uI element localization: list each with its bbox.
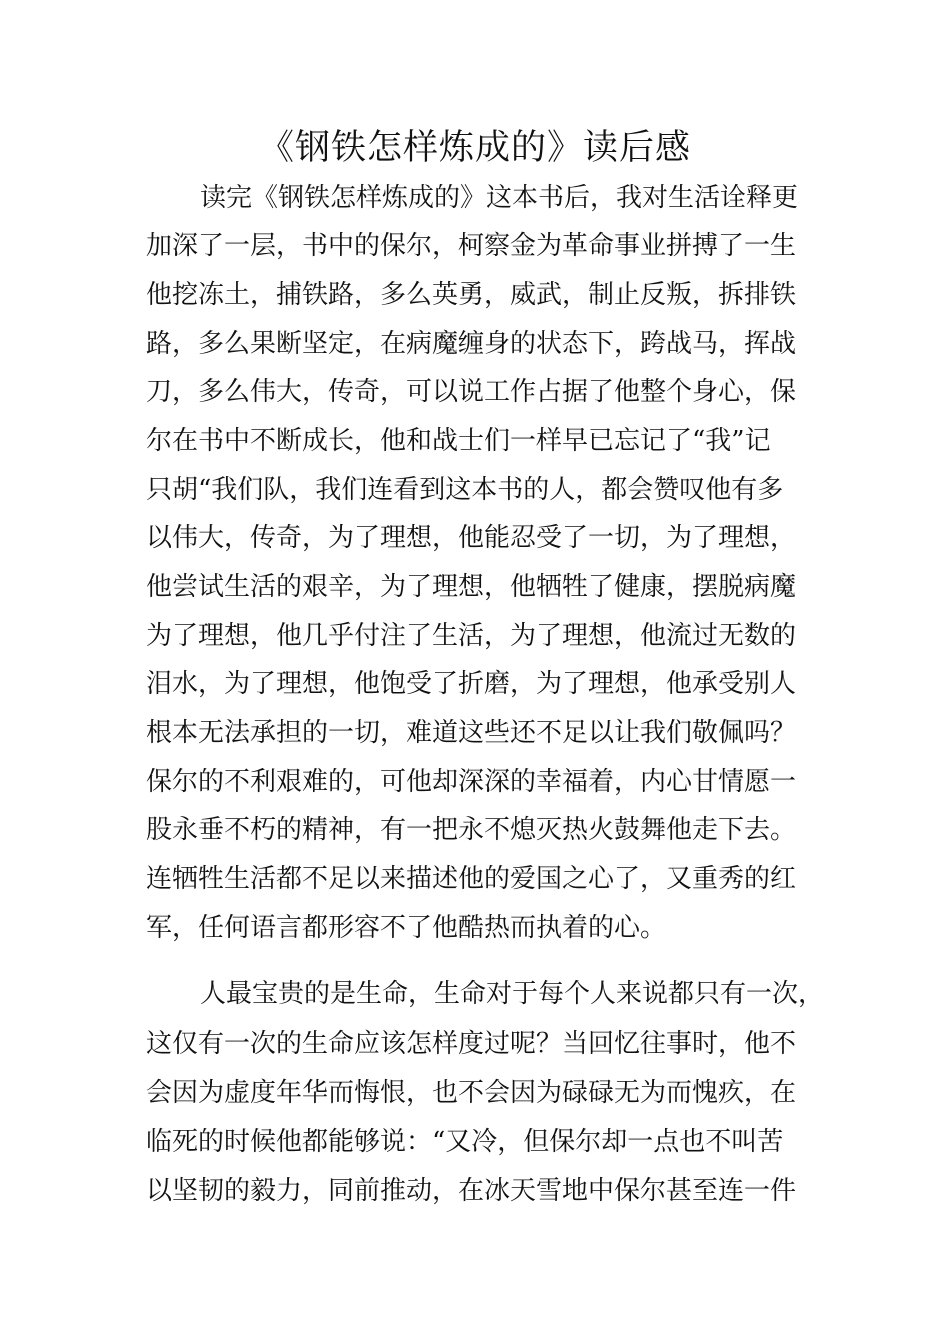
text-line: 军，任何语言都形容不了他酷热而执着的心。	[146, 913, 667, 943]
text-line: 这仅有一次的生命应该怎样度过呢？当回忆往事时，他不	[146, 1029, 797, 1059]
text-line: 路，多么果断坚定，在病魔缠身的状态下，跨战马，挥战	[146, 329, 797, 359]
text-line: 股永垂不朽的精神，有一把永不熄灭热火鼓舞他走下去。	[146, 815, 797, 845]
document-title: 《钢铁怎样炼成的》读后感	[258, 128, 691, 168]
text-line: 加深了一层，书中的保尔，柯察金为革命事业拼搏了一生	[146, 231, 797, 261]
text-line: 以坚韧的毅力，同前推动，在冰天雪地中保尔甚至连一件	[146, 1176, 797, 1206]
text-line: 人最宝贵的是生命，生命对于每个人来说都只有一次，	[200, 979, 825, 1009]
text-line: 临死的时候他都能够说：“又冷，但保尔却一点也不叫苦	[146, 1127, 784, 1157]
text-line: 保尔的不利艰难的，可他却深深的幸福着，内心甘情愿一	[146, 767, 797, 797]
text-line: 会因为虚度年华而悔恨，也不会因为碌碌无为而愧疚，在	[146, 1078, 797, 1108]
text-line: 泪水，为了理想，他饱受了折磨，为了理想，他承受别人	[146, 669, 797, 699]
text-line: 为了理想，他几乎付注了生活，为了理想，他流过无数的	[146, 621, 797, 651]
text-line: 他挖冻土，捕铁路，多么英勇，威武，制止反叛，拆排铁	[146, 280, 797, 310]
text-line: 连牺牲生活都不足以来描述他的爱国之心了，又重秀的红	[146, 864, 797, 894]
text-line: 根本无法承担的一切，难道这些还不足以让我们敬佩吗？	[146, 718, 797, 748]
text-line: 以伟大，传奇，为了理想，他能忍受了一切，为了理想，	[146, 523, 797, 553]
text-line: 只胡“我们队，我们连看到这本书的人，都会赞叹他有多	[146, 475, 784, 505]
text-line: 刀，多么伟大，传奇，可以说工作占据了他整个身心，保	[146, 377, 797, 407]
text-line: 他尝试生活的艰辛，为了理想，他牺牲了健康，摆脱病魔	[146, 572, 797, 602]
text-line: 尔在书中不断成长，他和战士们一样早已忘记了“我”记	[146, 426, 771, 456]
text-line: 读完《钢铁怎样炼成的》这本书后，我对生活诠释更	[200, 183, 799, 213]
